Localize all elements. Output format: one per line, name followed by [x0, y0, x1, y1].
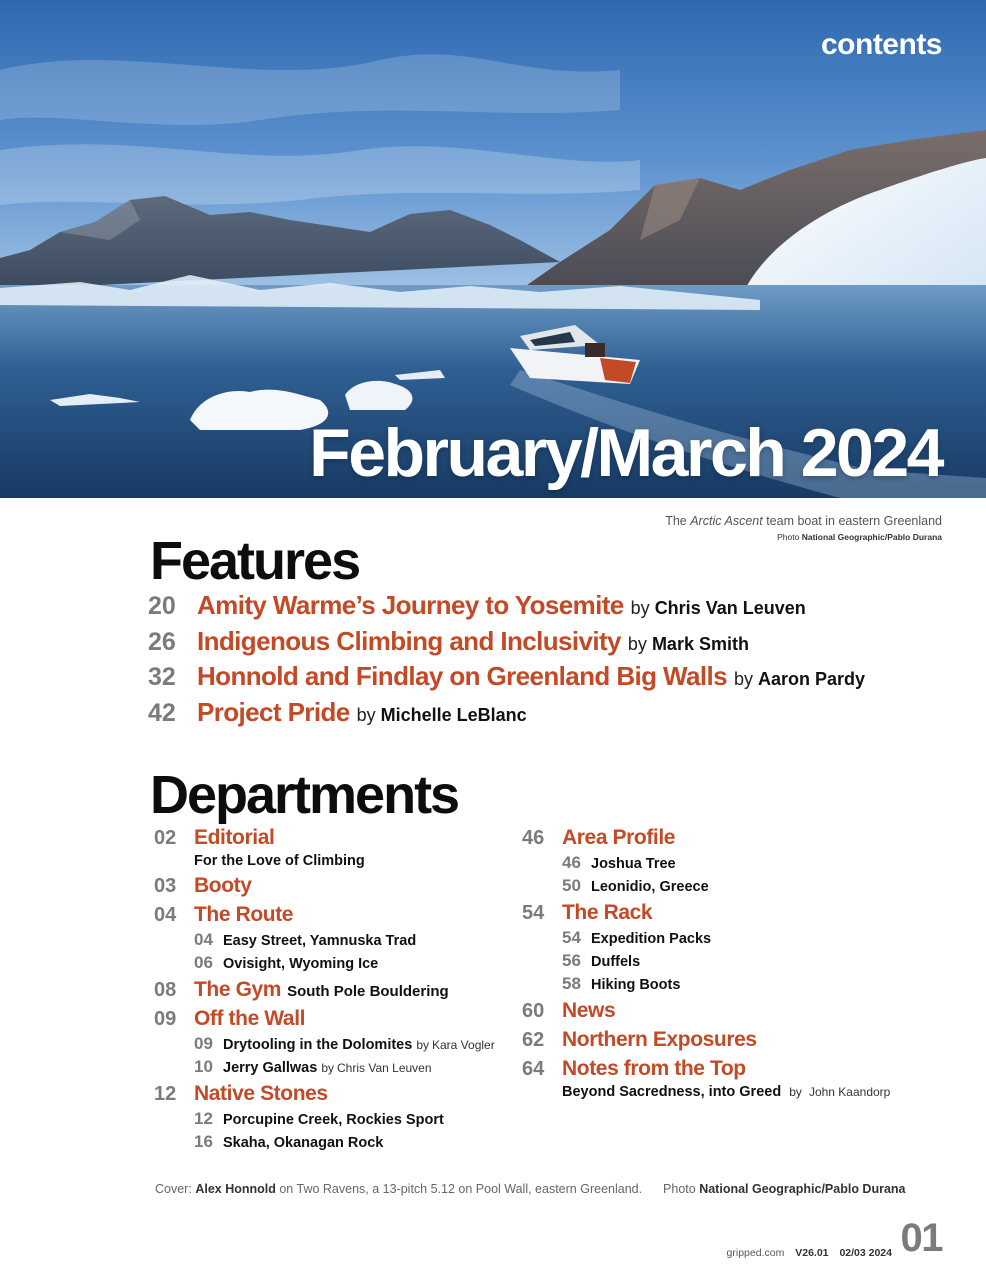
dept-title[interactable]: Native Stones	[194, 1082, 328, 1105]
dept-page-number: 12	[154, 1083, 177, 1105]
subtitle-by: by	[789, 1085, 802, 1099]
subitem-author: Kara Vogler	[432, 1038, 495, 1052]
credit-name: National Geographic/Pablo Durana	[801, 532, 942, 542]
dept-page-number: 60	[522, 1000, 545, 1022]
caption-prefix: The	[665, 514, 687, 528]
dept-the-gym[interactable]	[154, 978, 495, 1002]
feature-page-number: 20	[148, 592, 176, 620]
dept-notes-from-the-top[interactable]	[522, 1057, 890, 1100]
dept-subitem[interactable]	[154, 930, 495, 950]
dept-title[interactable]: The Rack	[562, 901, 653, 924]
subitem-page-number: 09	[194, 1034, 213, 1053]
subitem-page-number: 10	[194, 1057, 213, 1076]
dept-northern-exposures[interactable]	[522, 1028, 890, 1052]
subitem-page-number: 56	[562, 951, 581, 970]
cover-credit-label: Photo	[663, 1182, 696, 1196]
photo-caption	[665, 514, 942, 542]
subitem-by: by	[416, 1038, 429, 1052]
dept-subitem[interactable]	[154, 953, 495, 973]
feature-author: Aaron Pardy	[757, 669, 866, 689]
cover-subject: Alex Honnold	[195, 1182, 276, 1196]
dept-page-number: 46	[522, 827, 545, 849]
dept-news[interactable]	[522, 999, 890, 1023]
subitem-title: Joshua Tree	[591, 856, 676, 872]
subitem-title: Hiking Boots	[591, 977, 681, 993]
subitem-page-number: 12	[194, 1109, 213, 1128]
feature-title[interactable]: Indigenous Climbing and Inclusivity	[197, 625, 621, 656]
dept-subitem[interactable]	[154, 1034, 495, 1054]
subitem-title: Drytooling in the Dolomites	[223, 1037, 413, 1053]
subitem-page-number: 04	[194, 930, 213, 949]
dept-subitem[interactable]	[154, 1057, 495, 1077]
dept-the-route[interactable]	[154, 903, 495, 973]
dept-page-number: 03	[154, 875, 177, 897]
subitem-page-number: 54	[562, 928, 581, 947]
dept-the-rack[interactable]	[522, 901, 890, 994]
dept-title[interactable]: News	[562, 999, 616, 1022]
dept-subitem[interactable]	[154, 1132, 495, 1152]
subitem-by: by	[321, 1061, 335, 1075]
dept-title[interactable]: Off the Wall	[194, 1007, 306, 1030]
dept-subtitle-text: Beyond Sacredness, into Greed	[562, 1084, 782, 1100]
issue-title: February/March 2024	[309, 415, 942, 491]
features-list	[148, 590, 865, 732]
dept-subitem[interactable]	[522, 928, 890, 948]
dept-area-profile[interactable]	[522, 826, 890, 896]
hero-photo	[0, 0, 986, 498]
subitem-page-number: 50	[562, 876, 581, 895]
dept-title[interactable]: Notes from the Top	[562, 1057, 746, 1080]
footer-date: 02/03 2024	[839, 1247, 892, 1259]
footer-volume: V26.01	[795, 1247, 829, 1259]
feature-item[interactable]	[148, 590, 865, 626]
cover-description: on Two Ravens, a 13-pitch 5.12 on Pool Wall, eastern Greenland.	[279, 1182, 643, 1196]
subtitle-author: John Kaandorp	[808, 1085, 891, 1099]
departments-left-column	[154, 826, 495, 1157]
subitem-title: Leonidio, Greece	[591, 879, 709, 895]
dept-page-number: 04	[154, 904, 177, 926]
subitem-page-number: 46	[562, 853, 581, 872]
caption-text	[665, 514, 942, 528]
features-heading: Features	[150, 531, 360, 591]
feature-author: Mark Smith	[651, 633, 749, 654]
dept-page-number: 02	[154, 827, 177, 849]
caption-credit	[665, 532, 942, 542]
feature-by: by	[356, 704, 376, 725]
dept-editorial[interactable]	[154, 826, 495, 869]
subitem-title: Duffels	[591, 954, 641, 970]
subitem-page-number: 58	[562, 974, 581, 993]
dept-subitem[interactable]	[522, 853, 890, 873]
cover-caption	[155, 1182, 906, 1196]
dept-title[interactable]: Editorial	[194, 826, 275, 849]
dept-title[interactable]: Booty	[194, 874, 252, 897]
subitem-title: Easy Street, Yamnuska Trad	[223, 933, 417, 949]
feature-item[interactable]	[148, 661, 865, 697]
dept-subtitle: For the Love of Climbing	[194, 853, 365, 869]
feature-author: Chris Van Leuven	[654, 598, 806, 618]
dept-title[interactable]: The Gym	[194, 978, 282, 1001]
subitem-page-number: 06	[194, 953, 213, 972]
subitem-title: Expedition Packs	[591, 931, 712, 947]
subitem-title: Ovisight, Wyoming Ice	[223, 956, 379, 972]
credit-label: Photo	[777, 532, 800, 542]
dept-subitem[interactable]	[522, 974, 890, 994]
dept-native-stones[interactable]	[154, 1082, 495, 1152]
feature-page-number: 42	[148, 698, 176, 727]
dept-page-number: 08	[154, 979, 177, 1001]
cover-label: Cover:	[155, 1182, 192, 1196]
subitem-title: Porcupine Creek, Rockies Sport	[223, 1112, 444, 1128]
feature-author: Michelle LeBlanc	[380, 704, 527, 725]
dept-page-number: 09	[154, 1008, 177, 1030]
page-number: 01	[900, 1216, 942, 1260]
caption-italic-name: Arctic Ascent	[690, 514, 763, 528]
dept-title[interactable]: Area Profile	[562, 826, 676, 849]
footer-meta	[719, 1247, 892, 1259]
subitem-title: Skaha, Okanagan Rock	[223, 1135, 384, 1151]
dept-subitem[interactable]	[154, 1109, 495, 1129]
dept-title[interactable]: The Route	[194, 903, 294, 926]
subitem-title: Jerry Gallwas	[223, 1060, 318, 1076]
dept-off-the-wall[interactable]	[154, 1007, 495, 1077]
dept-inline-subtitle: South Pole Bouldering	[287, 983, 449, 1000]
dept-subtitle	[522, 1084, 890, 1100]
subitem-page-number: 16	[194, 1132, 213, 1151]
caption-suffix: team boat in eastern Greenland	[766, 514, 942, 528]
feature-by: by	[630, 598, 650, 618]
feature-by: by	[733, 669, 753, 689]
feature-item[interactable]	[148, 626, 865, 662]
feature-by: by	[627, 633, 647, 654]
departments-heading: Departments	[150, 765, 459, 825]
footer-site[interactable]: gripped.com	[726, 1247, 785, 1259]
dept-booty[interactable]	[154, 874, 495, 898]
departments-right-column	[522, 826, 890, 1105]
feature-page-number: 26	[148, 627, 176, 656]
dept-page-number: 54	[522, 902, 545, 924]
dept-page-number: 62	[522, 1029, 545, 1051]
feature-page-number: 32	[148, 663, 176, 691]
feature-title[interactable]: Project Pride	[197, 696, 350, 727]
subitem-author: Chris Van Leuven	[337, 1061, 432, 1075]
feature-title[interactable]: Honnold and Findlay on Greenland Big Walls	[197, 661, 727, 691]
dept-subitem[interactable]	[522, 876, 890, 896]
feature-item[interactable]	[148, 697, 865, 733]
section-label: contents	[820, 28, 942, 61]
feature-title[interactable]: Amity Warme’s Journey to Yosemite	[197, 590, 624, 620]
dept-title[interactable]: Northern Exposures	[562, 1028, 757, 1051]
dept-subitem[interactable]	[522, 951, 890, 971]
dept-page-number: 64	[522, 1058, 545, 1080]
cover-credit-name: National Geographic/Pablo Durana	[699, 1182, 906, 1196]
